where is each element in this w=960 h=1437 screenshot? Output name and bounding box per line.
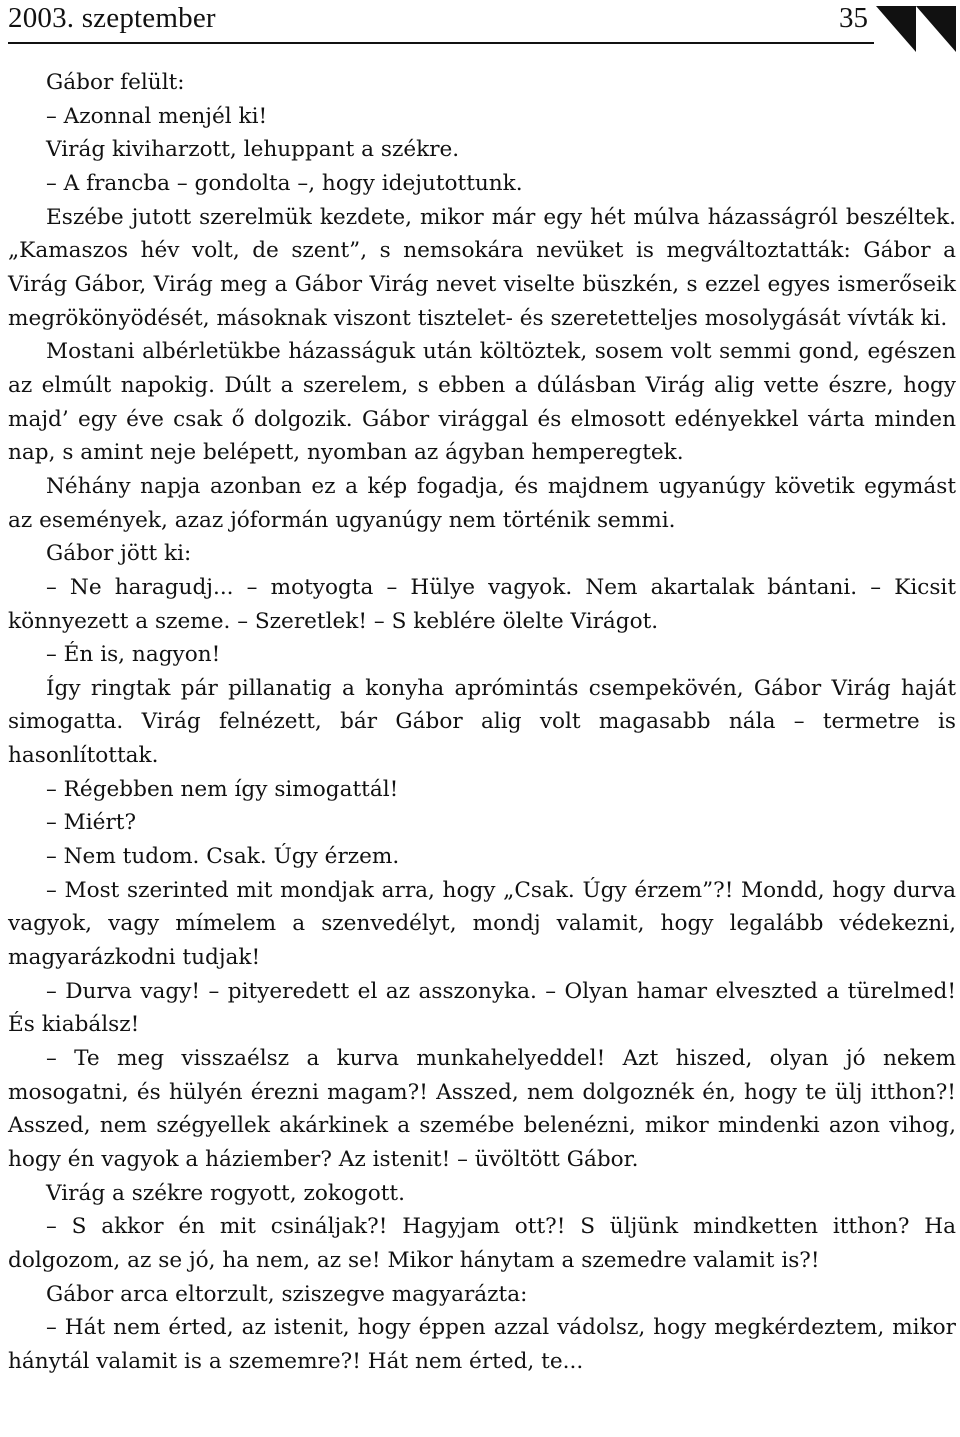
paragraph: – Durva vagy! – pityeredett el az asszonyka. – Olyan hamar elveszted a türelmed! És kiabálsz! [8, 978, 956, 1038]
paragraph: Eszébe jutott szerelmük kezdete, mikor már egy hét múlva házasságról beszéltek. „Kamaszos hév volt, de szent”, s nemsokára nevüket is megváltoztatták: Gábor a Virág Gábor, Virág meg a Gábor Virág nevet viselte büszkén, s ezzel egyes ismerőseik megrökönyödését, másoknak viszont tisztelet- és szeretetteljes mosolygását vívták ki. [8, 204, 956, 331]
paragraph: – Miért? [46, 810, 137, 836]
paragraph: – Hát nem érted, az istenit, hogy éppen azzal vádolsz, hogy megkérdeztem, mikor hánytál valamit is a szememre?! Hát nem érted, te... [8, 1315, 956, 1374]
paragraph: – Én is, nagyon! [46, 642, 221, 668]
page-header [8, 0, 874, 44]
paragraph: Így ringtak pár pillanatig a konyha aprómintás csempekövén, Gábor Virág haját simogatta. Virág felnézett, bár Gábor alig volt magasabb nála – termetre is hasonlítottak. [8, 675, 956, 769]
paragraph: – Most szerinted mit mondjak arra, hogy „Csak. Úgy érzem”?! Mondd, hogy durva vagyok, vagy mímelem a szenvedélyt, mondj valamit, hogy legalább védekezni, magyarázkodni tudjak! [8, 877, 956, 971]
paragraph: – Régebben nem így simogattál! [46, 776, 399, 802]
paragraph: Néhány napja azonban ez a kép fogadja, és majdnem ugyanúgy követik egymást az események, azaz jóformán ugyanúgy nem történik semmi. [8, 473, 956, 533]
header-date: 2003. szeptember [8, 2, 216, 34]
paragraph: – A francba – gondolta –, hogy idejutottunk. [46, 170, 523, 196]
paragraph: – S akkor én mit csináljak?! Hagyjam ott?! S üljünk mindketten itthon? Ha dolgozom, az se jó, ha nem, az se! Mikor hánytam a szemedre valamit is?! [8, 1214, 956, 1273]
paragraph: Mostani albérletükbe házasságuk után költöztek, sosem volt semmi gond, egészen az elmúlt napokig. Dúlt a szerelem, s ebben a dúlásban Virág alig vette észre, hogy majd’ egy éve csak ő dolgozik. Gábor virággal és elmosott edényekkel várta minden nap, s amint neje belépett, nyomban az ágyban hemperegtek. [8, 339, 956, 466]
paragraph: – Nem tudom. Csak. Úgy érzem. [46, 844, 400, 870]
paragraph: Gábor jött ki: [46, 541, 192, 567]
article-body [8, 66, 956, 1379]
paragraph: Gábor felült: [46, 70, 185, 95]
paragraph: – Ne haragudj... – motyogta – Hülye vagyok. Nem akartalak bántani. – Kicsit könnyezett a szeme. – Szeretlek! – S keblére ölelte Virágot. [8, 574, 956, 634]
paragraph: Virág a székre rogyott, zokogott. [46, 1180, 405, 1206]
paragraph: – Azonnal menjél ki! [46, 103, 268, 129]
paragraph: – Te meg visszaélsz a kurva munkahelyeddel! Azt hiszed, olyan jó nekem mosogatni, és hülyén érezni magam?! Asszed, nem dolgoznék én, hogy te ülj itthon?! Asszed, nem szégyellek akárkinek a szemébe belenézni, mikor mindenki azon vihog, hogy én vagyok a háziember? Az istenit! – üvöltött Gábor. [8, 1046, 956, 1172]
paragraph: Gábor arca eltorzult, sziszegve magyarázta: [46, 1281, 528, 1307]
double-triangle-marker-icon [876, 6, 956, 52]
paragraph: Virág kiviharzott, lehuppant a székre. [46, 137, 460, 163]
page-number: 35 [839, 2, 868, 34]
